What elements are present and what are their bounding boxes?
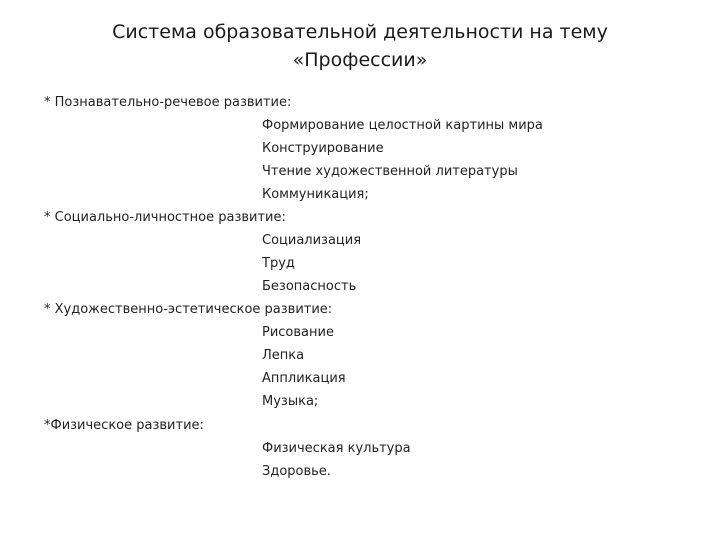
- list-item: Здоровье.: [262, 464, 331, 479]
- section-heading-cognitive-speech: * Познавательно-речевое развитие:: [44, 95, 292, 110]
- list-item: Формирование целостной картины мира: [262, 118, 543, 133]
- section-heading-physical: *Физическое развитие:: [44, 418, 204, 433]
- list-item: Социализация: [262, 233, 362, 248]
- section-heading-social-personal: * Социально-личностное развитие:: [44, 210, 286, 225]
- list-item: Безопасность: [262, 279, 357, 294]
- list-item: Коммуникация;: [262, 187, 369, 202]
- list-item: Рисование: [262, 325, 334, 340]
- slide-title-line-2: «Профессии»: [292, 49, 428, 71]
- list-item: Конструирование: [262, 141, 384, 156]
- list-item: Аппликация: [262, 371, 346, 386]
- slide-title-line-1: Система образовательной деятельности на тему: [112, 21, 608, 43]
- list-item: Музыка;: [262, 394, 319, 409]
- list-item: Лепка: [262, 348, 305, 363]
- list-item: Чтение художественной литературы: [262, 164, 518, 179]
- list-item: Труд: [262, 256, 295, 271]
- section-heading-artistic-aesthetic: * Художественно-эстетическое развитие:: [44, 302, 333, 317]
- list-item: Физическая культура: [262, 441, 411, 456]
